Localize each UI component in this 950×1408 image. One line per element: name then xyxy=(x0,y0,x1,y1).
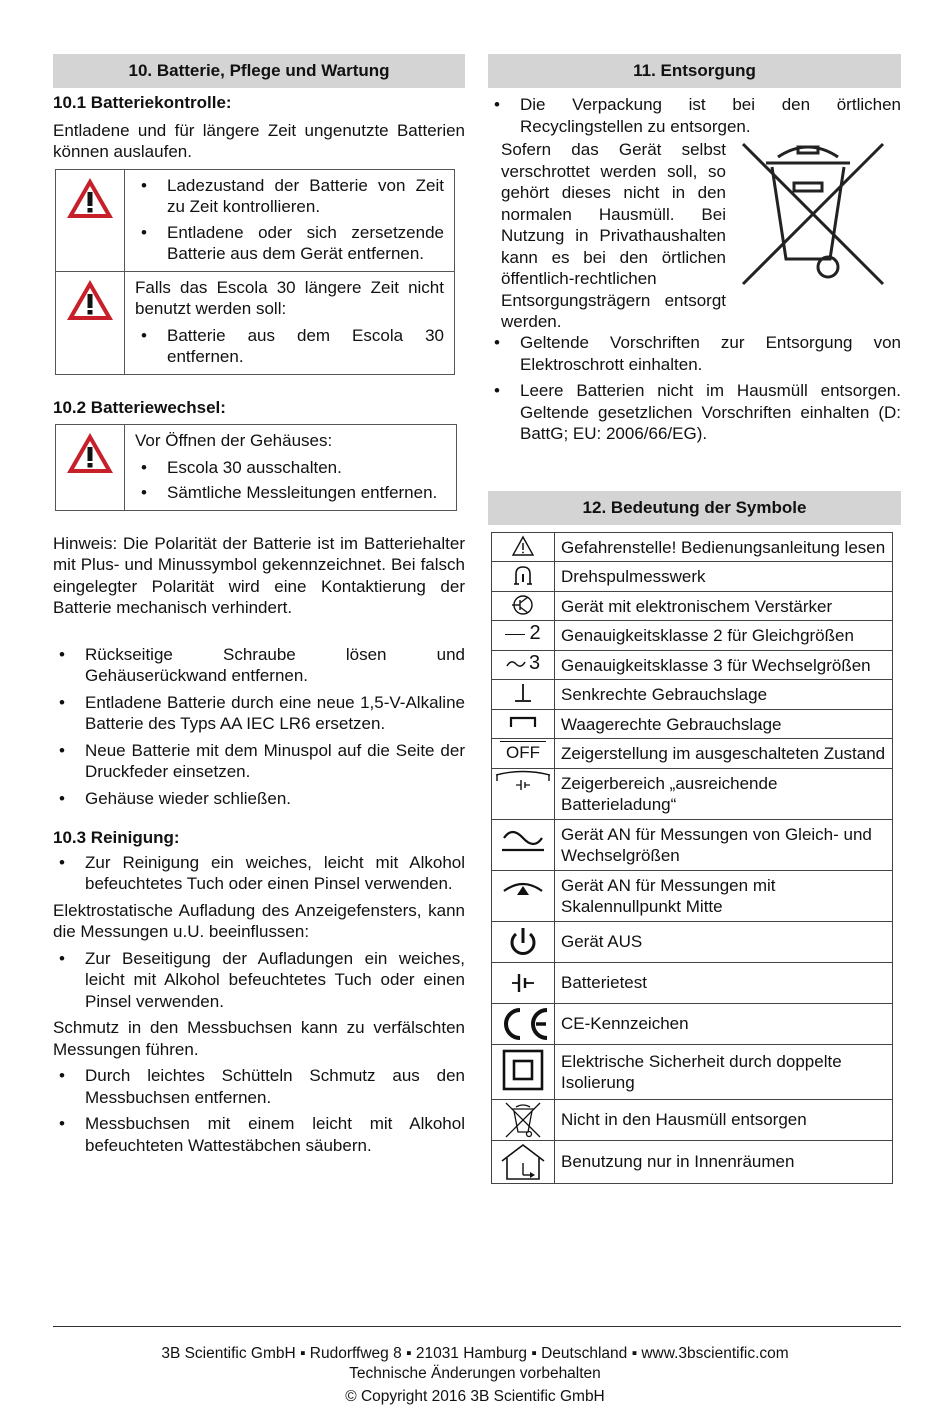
list-item: • Neue Batterie mit dem Minuspol auf die Seite der Druckfeder einsetzen. xyxy=(53,740,465,783)
right-column xyxy=(488,54,901,1184)
symbol-description: Genauigkeitsklasse 3 für Wechselgrößen xyxy=(555,650,893,680)
warning-box-battery-change xyxy=(55,424,457,511)
symbol-description: Gerät AUS xyxy=(555,921,893,962)
section-10-1-intro: Entladene und für längere Zeit ungenutzte Batterien können auslaufen. xyxy=(53,120,465,161)
symbol-description: Senkrechte Gebrauchslage xyxy=(555,680,893,710)
warning-text-2 xyxy=(125,272,454,374)
warning-row-2 xyxy=(55,272,455,375)
footer-divider xyxy=(53,1326,901,1327)
list-item: • Rückseitige Schraube lösen und Gehäuserückwand entfernen. xyxy=(53,644,465,687)
warning-triangle-icon xyxy=(492,532,555,562)
section-10-3-heading: 10.3 Reinigung: xyxy=(53,828,180,847)
ac-dc-on-icon xyxy=(492,819,555,870)
horizontal-position-icon xyxy=(492,709,555,739)
battery-test-icon xyxy=(492,962,555,1003)
symbol-description: CE-Kennzeichen xyxy=(555,1003,893,1044)
list-item: • Ladezustand der Batterie von Zeit zu Zeit kontrollieren. xyxy=(135,175,444,218)
symbol-description: Gerät mit elektronischem Verstärker xyxy=(555,591,893,621)
footer-line-1: 3B Scientific GmbH ▪ Rudorffweg 8 ▪ 21031 Hamburg ▪ Deutschland ▪ www.3bscientific.com xyxy=(161,1345,789,1362)
ac-class-icon xyxy=(492,650,555,680)
section-10-heading: 10. Batterie, Pflege und Wartung xyxy=(53,54,465,88)
list-item: • Messbuchsen mit einem leicht mit Alkohol befeuchteten Wattestäbchen säubern. xyxy=(53,1113,465,1156)
list-item: • Geltende Vorschriften zur Entsorgung von Elektroschrott einhalten. xyxy=(488,332,901,375)
table-row xyxy=(492,768,893,819)
section-12-heading: 12. Bedeutung der Symbole xyxy=(488,491,901,525)
warning-intro: Vor Öffnen der Gehäuses: xyxy=(135,431,333,450)
list-item: • Gehäuse wieder schließen. xyxy=(53,788,465,810)
symbol-description: Genauigkeitsklasse 2 für Gleichgrößen xyxy=(555,621,893,651)
list-item: • Batterie aus dem Escola 30 entfernen. xyxy=(135,325,444,368)
list-item: • Zur Reinigung ein weiches, leicht mit Alkohol befeuchtetes Tuch oder einen Pinsel verwenden. xyxy=(53,852,465,895)
warning-row-1 xyxy=(55,169,455,272)
weee-bin-icon xyxy=(492,1099,555,1140)
cleaning-steps-2 xyxy=(53,948,465,1013)
table-row xyxy=(492,921,893,962)
indoor-use-icon xyxy=(492,1140,555,1183)
cleaning-steps-1 xyxy=(53,852,465,895)
table-row xyxy=(492,1044,893,1099)
warning-intro: Falls das Escola 30 längere Zeit nicht benutzt werden soll: xyxy=(135,277,444,318)
table-row xyxy=(492,709,893,739)
cleaning-dirt-text: Schmutz in den Messbuchsen kann zu verfälschten Messungen führen. xyxy=(53,1018,465,1059)
symbol-description: Gerät AN für Messungen von Gleich- und Wechselgrößen xyxy=(555,819,893,870)
list-item: • Sämtliche Messleitungen entfernen. xyxy=(135,482,446,504)
symbol-description: Gerät AN für Messungen mit Skalennullpunkt Mitte xyxy=(555,870,893,921)
list-item: • Entladene oder sich zersetzende Batterie aus dem Gerät entfernen. xyxy=(135,222,444,265)
table-row xyxy=(492,1003,893,1044)
amplifier-icon xyxy=(492,591,555,621)
table-row xyxy=(492,650,893,680)
footer-line-2: Technische Änderungen vorbehalten xyxy=(349,1365,601,1382)
symbol-description: Zeigerbereich „ausreichende Batterieladung“ xyxy=(555,768,893,819)
symbol-description: Batterietest xyxy=(555,962,893,1003)
center-zero-on-icon xyxy=(492,870,555,921)
vertical-position-icon xyxy=(492,680,555,710)
symbol-description: Zeigerstellung im ausgeschalteten Zustand xyxy=(555,739,893,769)
section-11-heading: 11. Entsorgung xyxy=(488,54,901,88)
double-insulation-icon xyxy=(492,1044,555,1099)
off-icon xyxy=(492,739,555,769)
warning-triangle-icon xyxy=(56,425,125,510)
table-row xyxy=(492,591,893,621)
table-row xyxy=(492,870,893,921)
moving-coil-icon xyxy=(492,562,555,592)
symbol-description: Benutzung nur in Innenräumen xyxy=(555,1140,893,1183)
footer-line-3: © Copyright 2016 3B Scientific GmbH xyxy=(345,1388,605,1405)
battery-change-steps xyxy=(53,644,465,810)
warning-text-1 xyxy=(125,170,454,271)
cleaning-static-text: Elektrostatische Aufladung des Anzeigefensters, kann die Messungen u.U. beeinflussen: xyxy=(53,900,465,941)
weee-bin-icon xyxy=(738,139,888,294)
symbol-description: Gefahrenstelle! Bedienungsanleitung lesen xyxy=(555,532,893,562)
dc-class-glyph: 2 xyxy=(529,622,541,645)
disposal-list-1 xyxy=(488,94,901,137)
left-column xyxy=(53,54,465,1161)
disposal-text: Sofern das Gerät selbst verschrottet werden soll, so gehört dieses nicht in den normalen Hausmüll. Bei Nutzung in Privathaushalten kann es bei den örtlichen öffentlich-rechtlichen Entsorgungsträgern entsorgt werden. xyxy=(501,140,726,331)
list-item: • Leere Batterien nicht im Hausmüll entsorgen. Geltende gesetzlichen Vorschriften einhalten (D: BattG; EU: 2006/66/EG). xyxy=(488,380,901,445)
ac-class-glyph: 3 xyxy=(528,651,541,674)
table-row xyxy=(492,621,893,651)
table-row xyxy=(492,562,893,592)
table-row xyxy=(492,819,893,870)
table-row xyxy=(492,962,893,1003)
warning-triangle-icon xyxy=(56,170,125,271)
list-item: • Entladene Batterie durch eine neue 1,5-V-Alkaline Batterie des Typs AA IEC LR6 ersetzen. xyxy=(53,692,465,735)
cleaning-steps-3 xyxy=(53,1065,465,1156)
warning-triangle-icon xyxy=(56,272,125,374)
dc-class-icon xyxy=(492,621,555,651)
table-row xyxy=(492,739,893,769)
symbol-description: Nicht in den Hausmüll entsorgen xyxy=(555,1099,893,1140)
symbol-description: Drehspulmesswerk xyxy=(555,562,893,592)
warning-text-3 xyxy=(125,425,456,510)
power-off-icon xyxy=(492,921,555,962)
disposal-list-2 xyxy=(488,332,901,445)
table-row xyxy=(492,532,893,562)
table-row xyxy=(492,680,893,710)
list-item: • Escola 30 ausschalten. xyxy=(135,457,446,479)
symbol-description: Waagerechte Gebrauchslage xyxy=(555,709,893,739)
off-glyph: OFF xyxy=(506,743,540,762)
list-item: • Die Verpackung ist bei den örtlichen Recyclingstellen zu entsorgen. xyxy=(488,94,901,137)
warning-box-battery-check xyxy=(55,169,455,375)
polarity-hint: Hinweis: Die Polarität der Batterie ist im Batteriehalter mit Plus- und Minussymbol gekennzeichnet. Bei falsch eingelegter Polarität wird eine Kontaktierung der Batterie mechanisch verhindert. xyxy=(53,533,465,617)
symbol-description: Elektrische Sicherheit durch doppelte Isolierung xyxy=(555,1044,893,1099)
ce-mark-icon xyxy=(492,1003,555,1044)
table-row xyxy=(492,1099,893,1140)
battery-range-icon xyxy=(492,768,555,819)
list-item: • Durch leichtes Schütteln Schmutz aus den Messbuchsen entfernen. xyxy=(53,1065,465,1108)
section-10-2-heading: 10.2 Batteriewechsel: xyxy=(53,397,226,417)
disposal-block xyxy=(488,139,901,339)
section-10-1-heading: 10.1 Batteriekontrolle: xyxy=(53,93,232,112)
list-item: • Zur Beseitigung der Aufladungen ein weiches, leicht mit Alkohol befeuchtetes Tuch oder einen Pinsel verwenden. xyxy=(53,948,465,1013)
table-row xyxy=(492,1140,893,1183)
symbols-table xyxy=(491,532,893,1184)
